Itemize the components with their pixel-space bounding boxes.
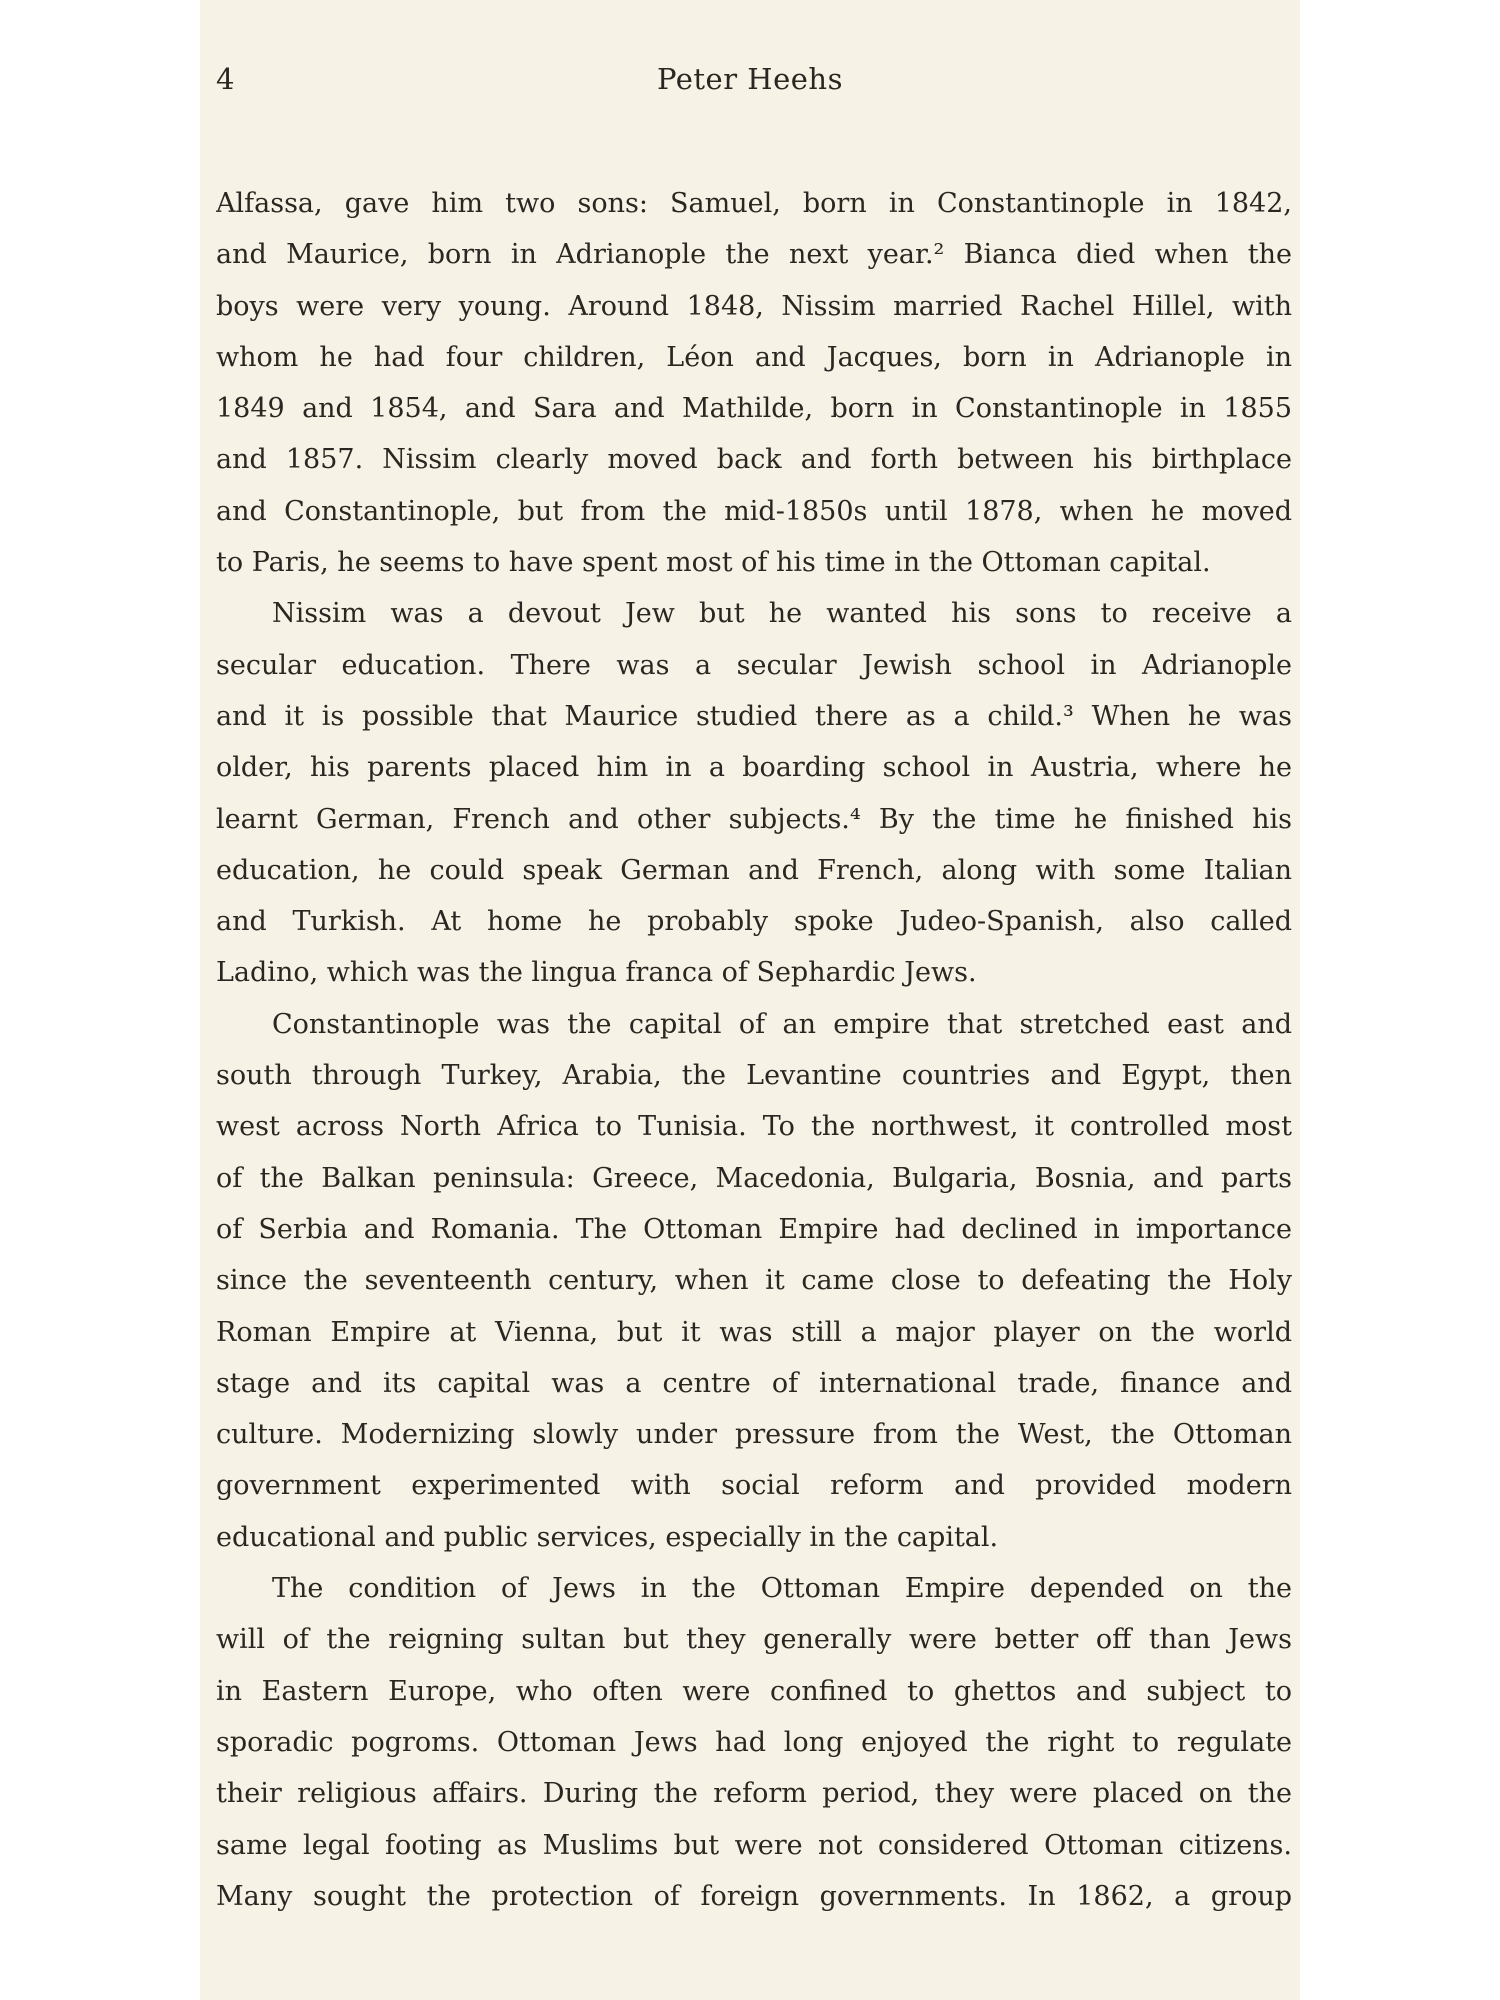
text-line: Constantinople was the capital of an empire that stretched east and (272, 1008, 1292, 1040)
text-line: and Maurice, born in Adrianople the next year.² Bianca died when the (216, 239, 1292, 271)
text-line: west across North Africa to Tunisia. To the northwest, it controlled most (216, 1111, 1292, 1143)
text-line: 1849 and 1854, and Sara and Mathilde, born in Constantinople in 1855 (216, 393, 1292, 425)
page-number: 4 (216, 62, 235, 96)
text-line: secular education. There was a secular Jewish school in Adrianople (216, 649, 1292, 681)
text-line: education, he could speak German and French, along with some Italian (216, 854, 1292, 886)
text-line: stage and its capital was a centre of international trade, finance and (216, 1367, 1292, 1399)
body-text (216, 178, 1292, 1922)
text-line: Roman Empire at Vienna, but it was still a major player on the world (216, 1316, 1292, 1348)
text-line: Many sought the protection of foreign governments. In 1862, a group (216, 1880, 1292, 1912)
text-line: and Turkish. At home he probably spoke Judeo-Spanish, also called (216, 906, 1292, 938)
text-line: culture. Modernizing slowly under pressure from the West, the Ottoman (216, 1419, 1292, 1451)
text-line: of the Balkan peninsula: Greece, Macedonia, Bulgaria, Bosnia, and parts (216, 1162, 1292, 1194)
text-line: Ladino, which was the lingua franca of Sephardic Jews. (216, 957, 977, 989)
header-author: Peter Heehs (657, 62, 843, 96)
text-line: south through Turkey, Arabia, the Levantine countries and Egypt, then (216, 1060, 1292, 1092)
text-line: older, his parents placed him in a boarding school in Austria, where he (216, 752, 1292, 784)
text-line: government experimented with social reform and provided modern (216, 1470, 1292, 1502)
text-line: educational and public services, especially in the capital. (216, 1521, 999, 1553)
text-line: Nissim was a devout Jew but he wanted his sons to receive a (272, 598, 1292, 630)
text-line: their religious affairs. During the reform period, they were placed on the (216, 1778, 1292, 1810)
text-line: boys were very young. Around 1848, Nissim married Rachel Hillel, with (216, 290, 1292, 322)
text-line: sporadic pogroms. Ottoman Jews had long enjoyed the right to regulate (216, 1726, 1292, 1758)
running-head (216, 58, 1284, 108)
text-line: to Paris, he seems to have spent most of his time in the Ottoman capital. (216, 547, 1211, 579)
text-line: of Serbia and Romania. The Ottoman Empire had declined in importance (216, 1213, 1292, 1245)
text-line: in Eastern Europe, who often were confined to ghettos and subject to (216, 1675, 1292, 1707)
text-line: learnt German, French and other subjects.⁴ By the time he finished his (216, 803, 1292, 835)
text-line: since the seventeenth century, when it came close to defeating the Holy (216, 1265, 1292, 1297)
text-line: The condition of Jews in the Ottoman Empire depended on the (272, 1573, 1292, 1605)
text-line: whom he had four children, Léon and Jacques, born in Adrianople in (216, 341, 1292, 373)
text-line: and Constantinople, but from the mid-1850s until 1878, when he moved (216, 495, 1292, 527)
text-line: will of the reigning sultan but they generally were better off than Jews (216, 1624, 1292, 1656)
text-line: and it is possible that Maurice studied there as a child.³ When he was (216, 700, 1292, 732)
text-line: same legal footing as Muslims but were not considered Ottoman citizens. (216, 1829, 1292, 1861)
text-line: and 1857. Nissim clearly moved back and forth between his birthplace (216, 444, 1292, 476)
text-line: Alfassa, gave him two sons: Samuel, born in Constantinople in 1842, (216, 188, 1292, 219)
book-page (200, 0, 1300, 2000)
